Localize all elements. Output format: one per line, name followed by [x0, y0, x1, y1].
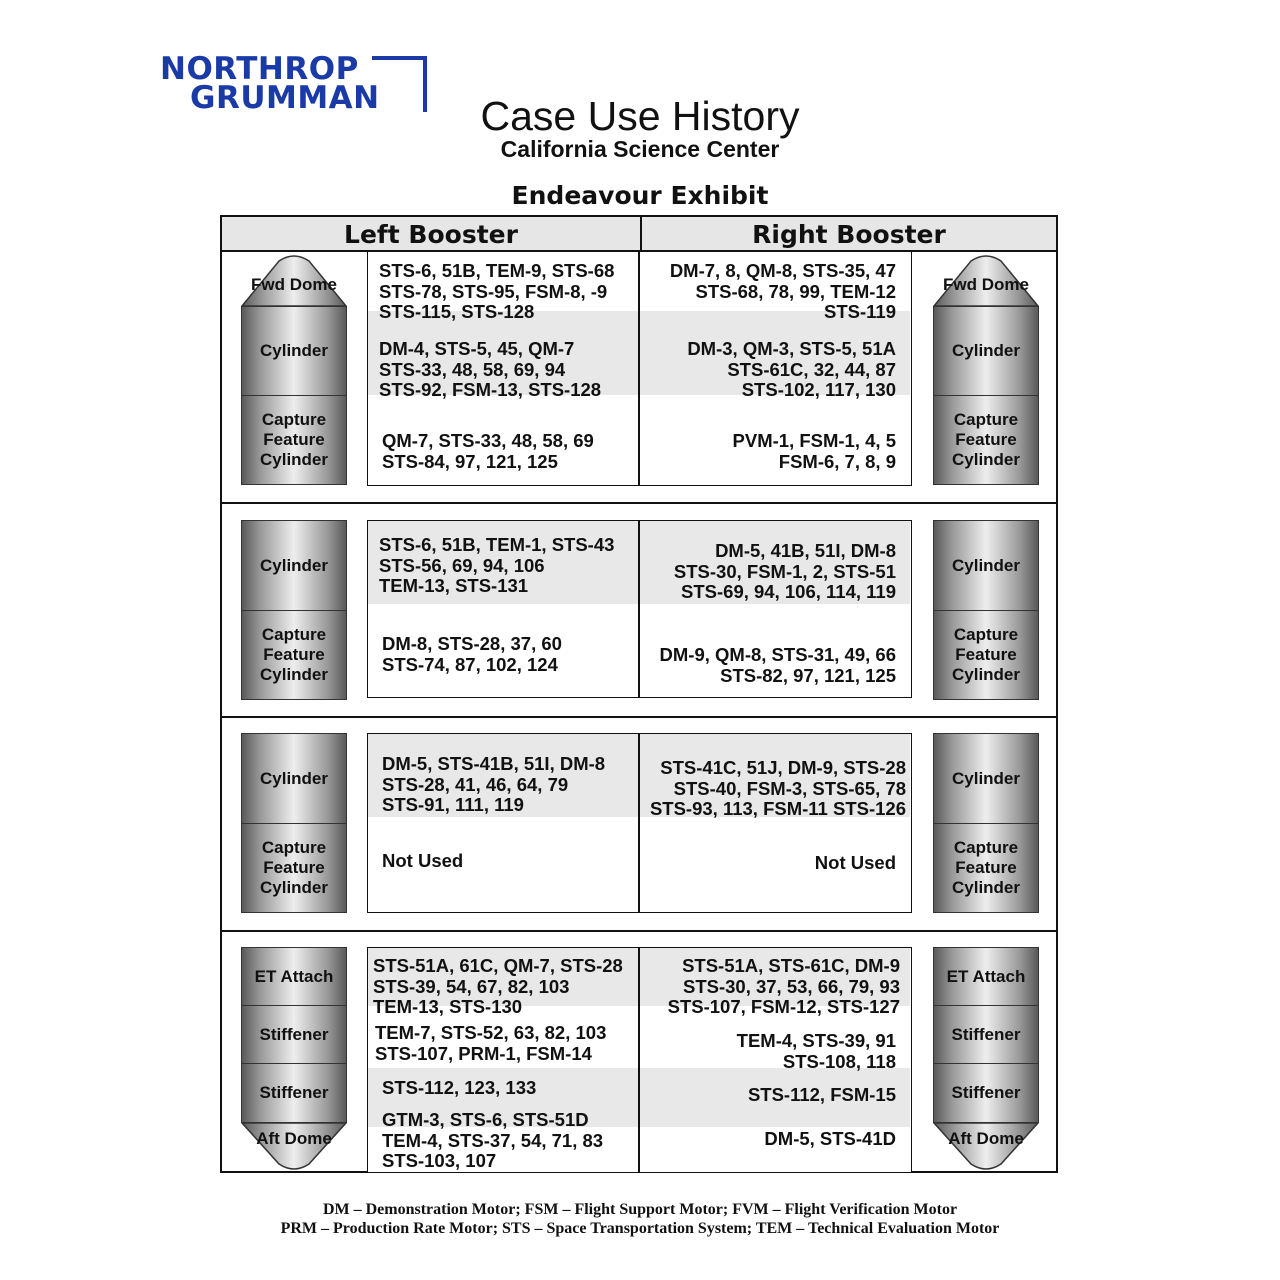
legend-line1: DM – Demonstration Motor; FSM – Flight Support Motor; FVM – Flight Verification Motor — [322, 1201, 958, 1218]
section-divider — [222, 930, 1056, 932]
right-stiffener2-entries: STS-112, FSM-15 — [747, 1084, 896, 1105]
section-divider — [222, 502, 1056, 504]
stiffener-segment: Stiffener — [933, 1005, 1039, 1064]
left-cylinder-entries: STS-6, 51B, TEM-1, STS-43 STS-56, 69, 94, 106 TEM-13, STS-131 — [379, 534, 615, 596]
entry-box-divider — [638, 251, 640, 486]
fwd-dome-label: Fwd Dome — [943, 275, 1029, 294]
stiffener-segment: Stiffener — [933, 1063, 1039, 1123]
right-capture-entries: DM-9, QM-8, STS-31, 49, 66 STS-82, 97, 121, 125 — [659, 644, 896, 686]
left-stiffener1-entries: TEM-7, STS-52, 63, 82, 103 STS-107, PRM-1, FSM-14 — [375, 1022, 607, 1064]
page-subtitle: California Science Center — [500, 136, 780, 162]
right-et-attach-entries: STS-51A, STS-61C, DM-9 STS-30, 37, 53, 66, 79, 93 STS-107, FSM-12, STS-127 — [667, 955, 900, 1017]
left-et-attach-entries: STS-51A, 61C, QM-7, STS-28 STS-39, 54, 67, 82, 103 TEM-13, STS-130 — [373, 955, 623, 1017]
logo-bracket-top — [372, 56, 427, 60]
stiffener-segment: Stiffener — [241, 1005, 347, 1064]
capture-feature-cylinder-segment: Capture Feature Cylinder — [933, 823, 1039, 913]
right-capture-entries: PVM-1, FSM-1, 4, 5 FSM-6, 7, 8, 9 — [732, 430, 896, 472]
left-capture-entries: QM-7, STS-33, 48, 58, 69 STS-84, 97, 121, 125 — [382, 430, 594, 472]
capture-feature-cylinder-segment: Capture Feature Cylinder — [933, 610, 1039, 700]
left-fwd-dome-entries: STS-6, 51B, TEM-9, STS-68 STS-78, STS-95, FSM-8, -9 STS-115, STS-128 — [379, 260, 615, 322]
right-cylinder-entries: DM-5, 41B, 51I, DM-8 STS-30, FSM-1, 2, STS-51 STS-69, 94, 106, 114, 119 — [673, 540, 896, 602]
right-cylinder-entries: STS-41C, 51J, DM-9, STS-28 STS-40, FSM-3, STS-65, 78 STS-93, 113, FSM-11 STS-126 — [649, 757, 906, 819]
left-cylinder-entries: DM-4, STS-5, 45, QM-7 STS-33, 48, 58, 69, 94 STS-92, FSM-13, STS-128 — [379, 338, 602, 400]
right-stiffener1-entries: TEM-4, STS-39, 91 STS-108, 118 — [736, 1030, 896, 1072]
et-attach-segment: ET Attach — [241, 947, 347, 1006]
logo-line2: GRUMMAN — [190, 80, 380, 116]
fwd-dome-label: Fwd Dome — [251, 275, 337, 294]
left-aft-dome-entries: GTM-3, STS-6, STS-51D TEM-4, STS-37, 54, 71, 83 STS-103, 107 — [382, 1109, 604, 1171]
exhibit-title: Endeavour Exhibit — [511, 181, 769, 210]
cylinder-segment: Cylinder — [933, 733, 1039, 824]
cylinder-segment: Cylinder — [933, 306, 1039, 396]
left-capture-entries: DM-8, STS-28, 37, 60 STS-74, 87, 102, 124 — [382, 633, 562, 675]
entry-box-divider — [638, 520, 640, 698]
capture-feature-cylinder-segment: Capture Feature Cylinder — [241, 395, 347, 485]
et-attach-segment: ET Attach — [933, 947, 1039, 1006]
stiffener-segment: Stiffener — [241, 1063, 347, 1123]
capture-feature-cylinder-segment: Capture Feature Cylinder — [241, 823, 347, 913]
left-capture-entries: Not Used — [382, 850, 464, 871]
right-cylinder-entries: DM-3, QM-3, STS-5, 51A STS-61C, 32, 44, 87 STS-102, 117, 130 — [687, 338, 896, 400]
cylinder-segment: Cylinder — [241, 520, 347, 611]
capture-feature-cylinder-segment: Capture Feature Cylinder — [933, 395, 1039, 485]
cylinder-segment: Cylinder — [241, 733, 347, 824]
entry-box-divider — [638, 947, 640, 1173]
logo-line1: NORTHROP — [160, 51, 359, 87]
right-fwd-dome-entries: DM-7, 8, QM-8, STS-35, 47 STS-68, 78, 99, TEM-12 STS-119 — [669, 260, 896, 322]
section-divider — [222, 716, 1056, 718]
page-title: Case Use History — [480, 93, 800, 139]
header-left-booster: Left Booster — [222, 217, 642, 252]
entry-box-divider — [638, 733, 640, 913]
left-cylinder-entries: DM-5, STS-41B, 51I, DM-8 STS-28, 41, 46, 64, 79 STS-91, 111, 119 — [382, 753, 606, 815]
cylinder-segment: Cylinder — [241, 306, 347, 396]
right-capture-entries: Not Used — [814, 852, 896, 873]
left-stiffener2-entries: STS-112, 123, 133 — [382, 1077, 537, 1098]
aft-dome-label: Aft Dome — [948, 1129, 1024, 1148]
header-right-booster: Right Booster — [642, 217, 1056, 252]
cylinder-segment: Cylinder — [933, 520, 1039, 611]
aft-dome-label: Aft Dome — [256, 1129, 332, 1148]
capture-feature-cylinder-segment: Capture Feature Cylinder — [241, 610, 347, 700]
legend-line2: PRM – Production Rate Motor; STS – Space Transportation System; TEM – Technical Evaluation Motor — [280, 1220, 1000, 1237]
right-aft-dome-entries: DM-5, STS-41D — [764, 1128, 896, 1149]
